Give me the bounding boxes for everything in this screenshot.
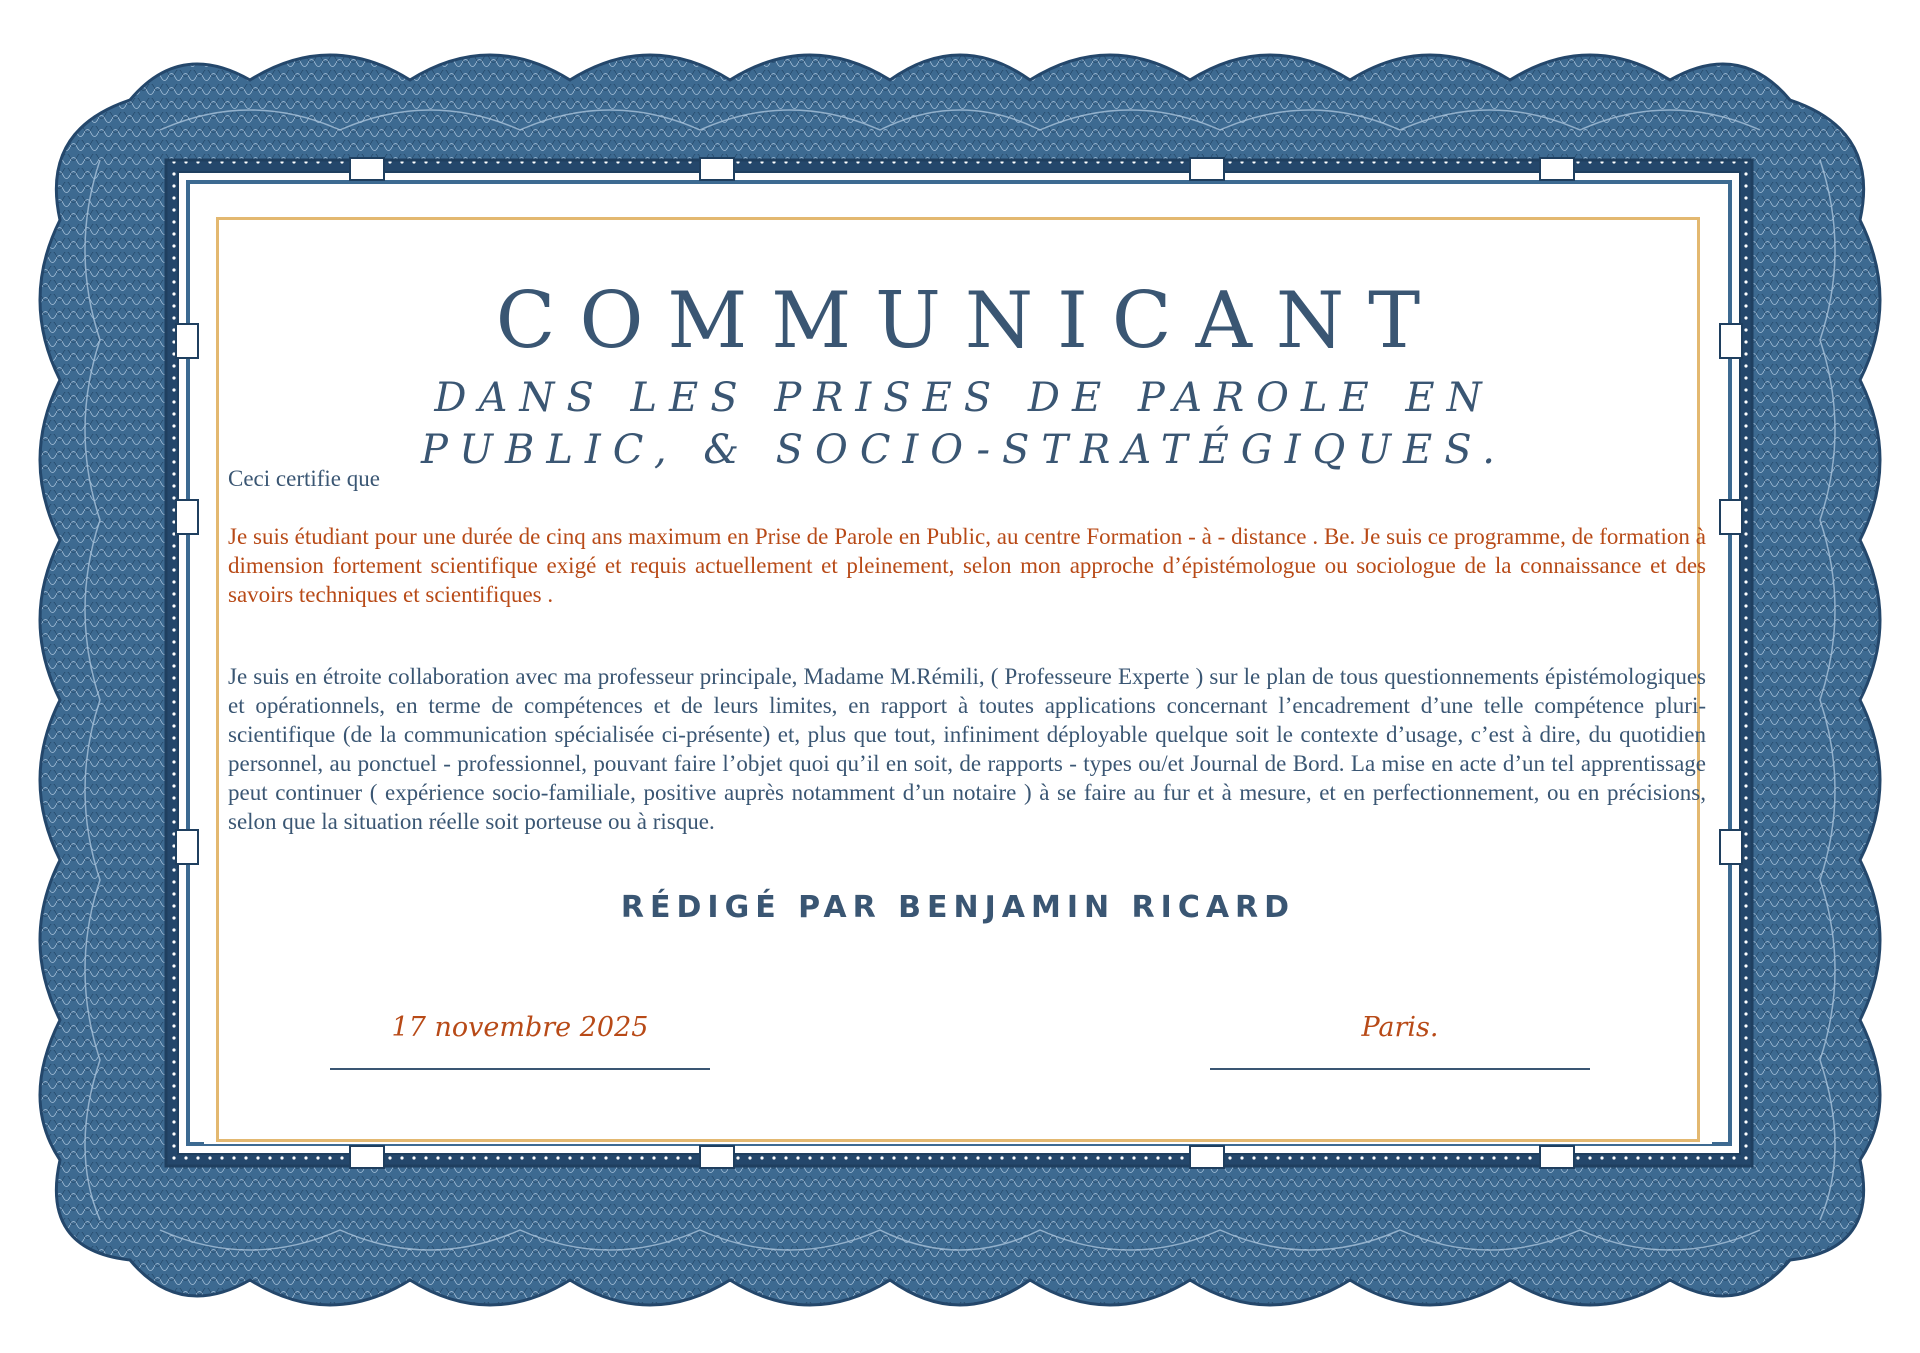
paragraph-2: Je suis en étroite collaboration avec ma professeur principale, Madame M.Rémili, ( Professeure Experte ) sur le plan de tous questionnements épistémologiques et opérationnels, en terme de compétences et de leurs limites, en rapport à toutes applications concernant l’encadrement d’une telle compétence pluri-scientifique (de la communication spécialisée ci-présente) et, plus que tout, infiniment déployable quelque soit le contexte d’usage, c’est à dire, du quotidien personnel, au ponctuel - professionnel, pouvant faire l’objet quoi qu’il en soit, de rapports - types ou/et Journal de Bord. La mise en acte d’un tel apprentissage peut continuer ( expérience socio-familiale, positive auprès notamment d’un notaire ) à se faire au fur et à mesure, et en perfectionnement, ou en précisions, selon que la situation réelle soit porteuse ou à risque. bbox=[228, 664, 1706, 834]
intro-text: Ceci certifie que bbox=[228, 466, 380, 491]
author-line: RÉDIGÉ PAR BENJAMIN RICARD bbox=[620, 890, 1296, 925]
date-signature-line bbox=[330, 1068, 710, 1070]
place-value: Paris. bbox=[1361, 1012, 1439, 1043]
place-signature-line bbox=[1210, 1068, 1590, 1070]
date-value: 17 novembre 2025 bbox=[391, 1012, 649, 1043]
certificate-title: COMMUNICANT bbox=[495, 276, 1445, 366]
certificate-subtitle: DANS LES PRISES DE PAROLE EN PUBLIC, & SOCIO-STRATÉGIQUES. bbox=[421, 375, 1507, 473]
paragraph-1: Je suis étudiant pour une durée de cinq ans maximum en Prise de Parole en Public, au centre Formation - à - distance . Be. Je suis ce programme, de formation à dimension fortement scientifique exigé et requis actuellement et pleinement, selon mon approche d’épistémologue ou sociologue de la connaissance et des savoirs techniques et scientifiques . bbox=[228, 524, 1706, 607]
